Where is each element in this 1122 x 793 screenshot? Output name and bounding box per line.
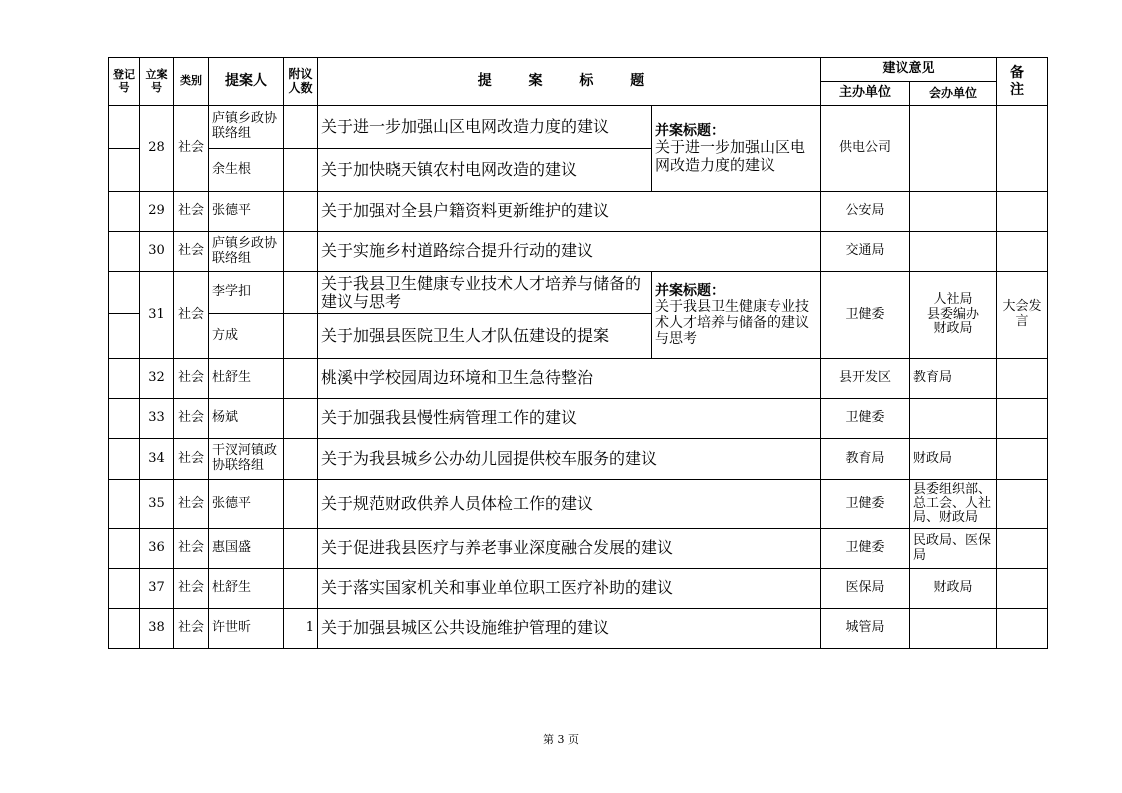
category-cell: 社会: [174, 106, 209, 192]
table-row: [109, 529, 1048, 569]
header-title: 提 案 标 题: [318, 58, 821, 106]
title-cell: 关于加快晓天镇农村电网改造的建议: [318, 149, 652, 192]
title-cell: 关于加强县医院卫生人才队伍建设的提案: [318, 314, 652, 359]
count-cell: [284, 106, 318, 149]
table-row: [109, 272, 1048, 314]
title-cell: 关于促进我县医疗与养老事业深度融合发展的建议: [318, 529, 821, 569]
table-row: [109, 232, 1048, 272]
reg-cell: [109, 359, 140, 399]
co-unit-cell: [910, 399, 997, 439]
title-cell: 关于实施乡村道路综合提升行动的建议: [318, 232, 821, 272]
merge-title-cell: [652, 272, 821, 359]
title-cell: 关于加强县城区公共设施维护管理的建议: [318, 609, 821, 649]
count-cell: [284, 480, 318, 529]
category-cell: 社会: [174, 609, 209, 649]
count-cell: [284, 149, 318, 192]
merge-title-text: 关于我县卫生健康专业技术人才培养与储备的建议与思考: [655, 298, 809, 348]
title-cell: 关于规范财政供养人员体检工作的建议: [318, 480, 821, 529]
header-proposer: 提案人: [209, 58, 284, 106]
merge-title-cell: [652, 106, 821, 192]
reg-cell: [109, 272, 140, 314]
table-row: [109, 439, 1048, 480]
header-opinion-group: 建议意见: [821, 58, 997, 82]
reg-cell: [109, 314, 140, 359]
table-row: [109, 609, 1048, 649]
count-cell: [284, 272, 318, 314]
title-cell: 关于为我县城乡公办幼儿园提供校车服务的建议: [318, 439, 821, 480]
title-cell: 关于我县卫生健康专业技术人才培养与储备的建议与思考: [318, 272, 652, 314]
count-cell: [284, 399, 318, 439]
proposer-cell: 杜舒生: [209, 359, 284, 399]
count-cell: [284, 192, 318, 232]
proposer-cell: 庐镇乡政协联络组: [209, 232, 284, 272]
category-cell: 社会: [174, 399, 209, 439]
note-cell: [997, 480, 1048, 529]
host-unit-cell: 交通局: [821, 232, 910, 272]
reg-cell: [109, 149, 140, 192]
proposer-cell: 惠国盛: [209, 529, 284, 569]
table-row: [109, 399, 1048, 439]
table-row: [109, 192, 1048, 232]
title-cell: 关于加强对全县户籍资料更新维护的建议: [318, 192, 821, 232]
case-no-cell: 32: [140, 359, 174, 399]
count-cell: [284, 232, 318, 272]
host-unit-cell: 卫健委: [821, 272, 910, 359]
co-unit-cell: [910, 232, 997, 272]
co-unit-cell: 人社局 县委编办 财政局: [910, 272, 997, 359]
category-cell: 社会: [174, 192, 209, 232]
host-unit-cell: 卫健委: [821, 399, 910, 439]
note-cell: [997, 359, 1048, 399]
host-unit-cell: 教育局: [821, 439, 910, 480]
table-row: [109, 569, 1048, 609]
host-unit-cell: 公安局: [821, 192, 910, 232]
reg-cell: [109, 529, 140, 569]
count-cell: [284, 314, 318, 359]
host-unit-cell: 城管局: [821, 609, 910, 649]
proposer-cell: 许世昕: [209, 609, 284, 649]
table-row: [109, 106, 1048, 149]
merge-title-text: 关于进一步加强山区电网改造力度的建议: [655, 138, 806, 174]
proposer-cell: 张德平: [209, 192, 284, 232]
proposer-cell: 干汊河镇政协联络组: [209, 439, 284, 480]
reg-cell: [109, 609, 140, 649]
reg-cell: [109, 399, 140, 439]
case-no-cell: 37: [140, 569, 174, 609]
header-notes: 备 注: [997, 58, 1048, 106]
co-unit-cell: 教育局: [910, 359, 997, 399]
header-host-unit: 主办单位: [821, 82, 910, 106]
count-cell: [284, 439, 318, 480]
title-cell: 桃溪中学校园周边环境和卫生急待整治: [318, 359, 821, 399]
co-unit-cell: [910, 106, 997, 192]
case-no-cell: 35: [140, 480, 174, 529]
case-no-cell: 38: [140, 609, 174, 649]
count-cell: 1: [284, 609, 318, 649]
proposer-cell: 余生根: [209, 149, 284, 192]
header-reg-no: 登记号: [109, 58, 140, 106]
reg-cell: [109, 439, 140, 480]
reg-cell: [109, 106, 140, 149]
co-unit-cell: 财政局: [910, 569, 997, 609]
category-cell: 社会: [174, 480, 209, 529]
header-category: 类别: [174, 58, 209, 106]
co-unit-cell: 县委组织部、总工会、人社局、财政局: [910, 480, 997, 529]
title-cell: 关于进一步加强山区电网改造力度的建议: [318, 106, 652, 149]
reg-cell: [109, 480, 140, 529]
proposer-cell: 张德平: [209, 480, 284, 529]
case-no-cell: 34: [140, 439, 174, 480]
host-unit-cell: 卫健委: [821, 480, 910, 529]
case-no-cell: 29: [140, 192, 174, 232]
proposer-cell: 李学扣: [209, 272, 284, 314]
note-cell: [997, 106, 1048, 192]
note-cell: [997, 192, 1048, 232]
header-co-unit: 会办单位: [910, 82, 997, 106]
co-unit-cell: [910, 609, 997, 649]
merge-label: 并案标题：: [655, 123, 725, 140]
case-no-cell: 28: [140, 106, 174, 192]
host-unit-cell: 县开发区: [821, 359, 910, 399]
host-unit-cell: 医保局: [821, 569, 910, 609]
co-unit-cell: 财政局: [910, 439, 997, 480]
proposer-cell: 杜舒生: [209, 569, 284, 609]
case-no-cell: 36: [140, 529, 174, 569]
title-cell: 关于加强我县慢性病管理工作的建议: [318, 399, 821, 439]
proposer-cell: 杨斌: [209, 399, 284, 439]
host-unit-cell: 卫健委: [821, 529, 910, 569]
count-cell: [284, 359, 318, 399]
note-cell: [997, 439, 1048, 480]
reg-cell: [109, 192, 140, 232]
case-no-cell: 33: [140, 399, 174, 439]
proposer-cell: 庐镇乡政协联络组: [209, 106, 284, 149]
reg-cell: [109, 569, 140, 609]
header-case-no: 立案号: [140, 58, 174, 106]
category-cell: 社会: [174, 232, 209, 272]
count-cell: [284, 529, 318, 569]
proposal-table: [108, 57, 1048, 649]
count-cell: [284, 569, 318, 609]
note-cell: [997, 232, 1048, 272]
co-unit-cell: 民政局、医保局: [910, 529, 997, 569]
note-cell: [997, 399, 1048, 439]
co-unit-cell: [910, 192, 997, 232]
proposer-cell: 方成: [209, 314, 284, 359]
note-cell: 大会发言: [997, 272, 1048, 359]
header-row-1: [109, 58, 1048, 82]
category-cell: 社会: [174, 359, 209, 399]
note-cell: [997, 529, 1048, 569]
category-cell: 社会: [174, 529, 209, 569]
category-cell: 社会: [174, 439, 209, 480]
case-no-cell: 30: [140, 232, 174, 272]
note-cell: [997, 569, 1048, 609]
table-row: [109, 359, 1048, 399]
merge-label: 并案标题：: [655, 282, 725, 299]
table-row: [109, 480, 1048, 529]
header-attach-count: 附议人数: [284, 58, 318, 106]
page-number: 第 3 页: [543, 733, 579, 746]
host-unit-cell: 供电公司: [821, 106, 910, 192]
note-cell: [997, 609, 1048, 649]
category-cell: 社会: [174, 272, 209, 359]
title-cell: 关于落实国家机关和事业单位职工医疗补助的建议: [318, 569, 821, 609]
category-cell: 社会: [174, 569, 209, 609]
reg-cell: [109, 232, 140, 272]
case-no-cell: 31: [140, 272, 174, 359]
